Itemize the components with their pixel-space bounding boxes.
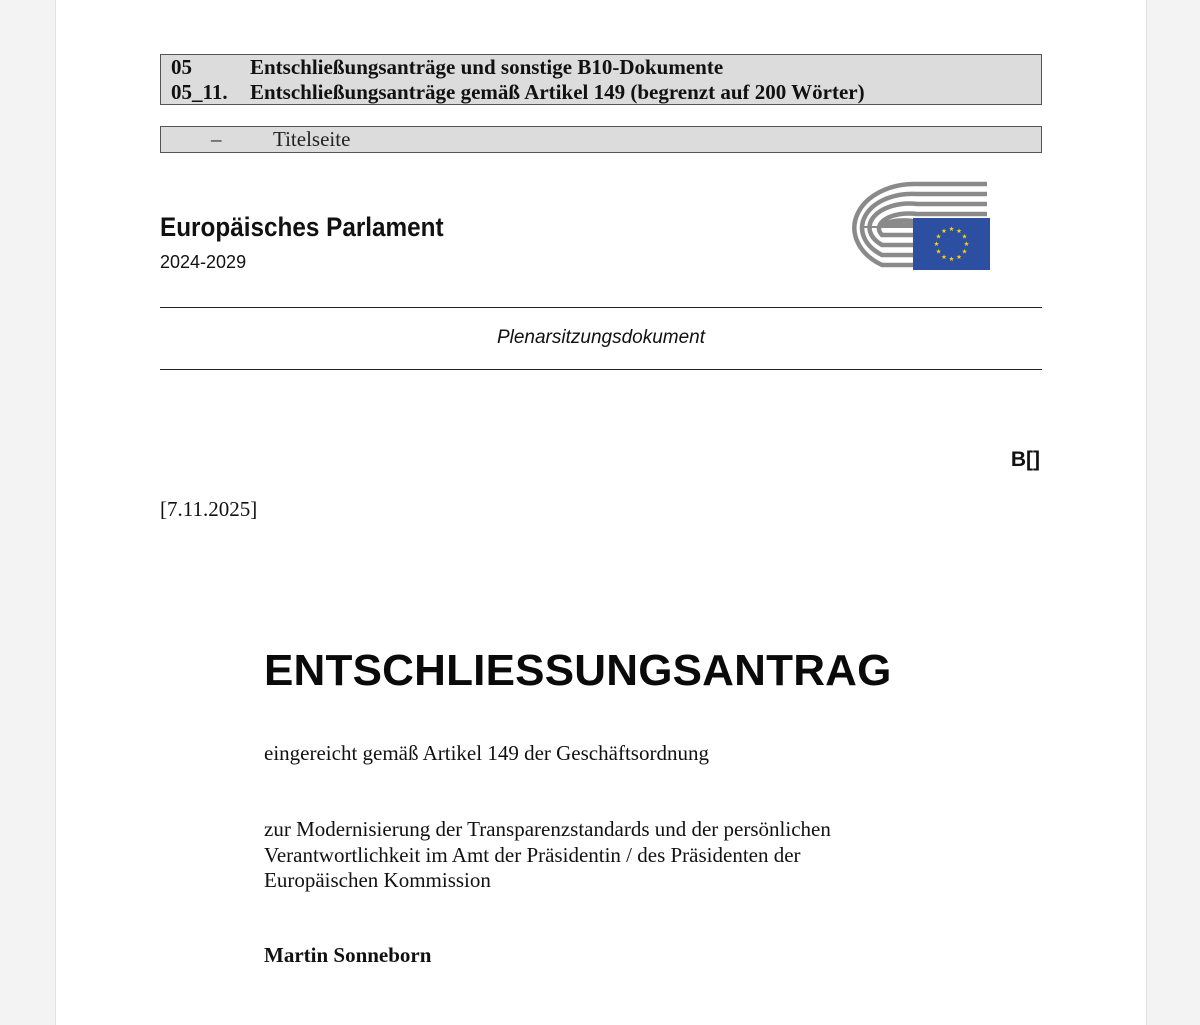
european-parliament-logo <box>822 175 992 273</box>
legislative-term: 2024-2029 <box>160 252 247 272</box>
subject-line: Verantwortlichkeit im Amt der Präsidentin / des Präsidenten der <box>264 842 801 867</box>
author-name: Martin Sonneborn <box>264 943 432 967</box>
section-dash: – <box>211 127 222 151</box>
institution-name: Europäisches Parlament <box>160 212 444 242</box>
document-date: [7.11.2025] <box>160 497 258 521</box>
divider-bottom <box>160 369 1042 370</box>
section-box <box>160 126 1042 153</box>
subject-line: Europäischen Kommission <box>264 868 491 892</box>
subcategory-number: 05_11. <box>171 80 228 104</box>
section-title: Titelseite <box>273 127 351 151</box>
category-header-box <box>160 54 1042 105</box>
category-row <box>171 55 723 80</box>
motion-subject <box>264 817 831 894</box>
document-title: ENTSCHLIESSUNGSANTRAG <box>264 646 892 695</box>
document-type: Plenarsitzungsdokument <box>496 327 706 348</box>
category-number: 05 <box>171 55 192 79</box>
document-number: B[] <box>1010 448 1040 471</box>
category-text: Entschließungsanträge und sonstige B10-Dokumente <box>250 55 724 79</box>
divider-top <box>160 307 1042 308</box>
subject-line: zur Modernisierung der Transparenzstandards und der persönlichen <box>264 817 831 841</box>
eu-flag-icon <box>913 218 990 270</box>
subcategory-row <box>171 80 865 105</box>
submitted-line: eingereicht gemäß Artikel 149 der Geschäftsordnung <box>264 741 709 765</box>
subcategory-text: Entschließungsanträge gemäß Artikel 149 (begrenzt auf 200 Wörter) <box>250 80 865 104</box>
